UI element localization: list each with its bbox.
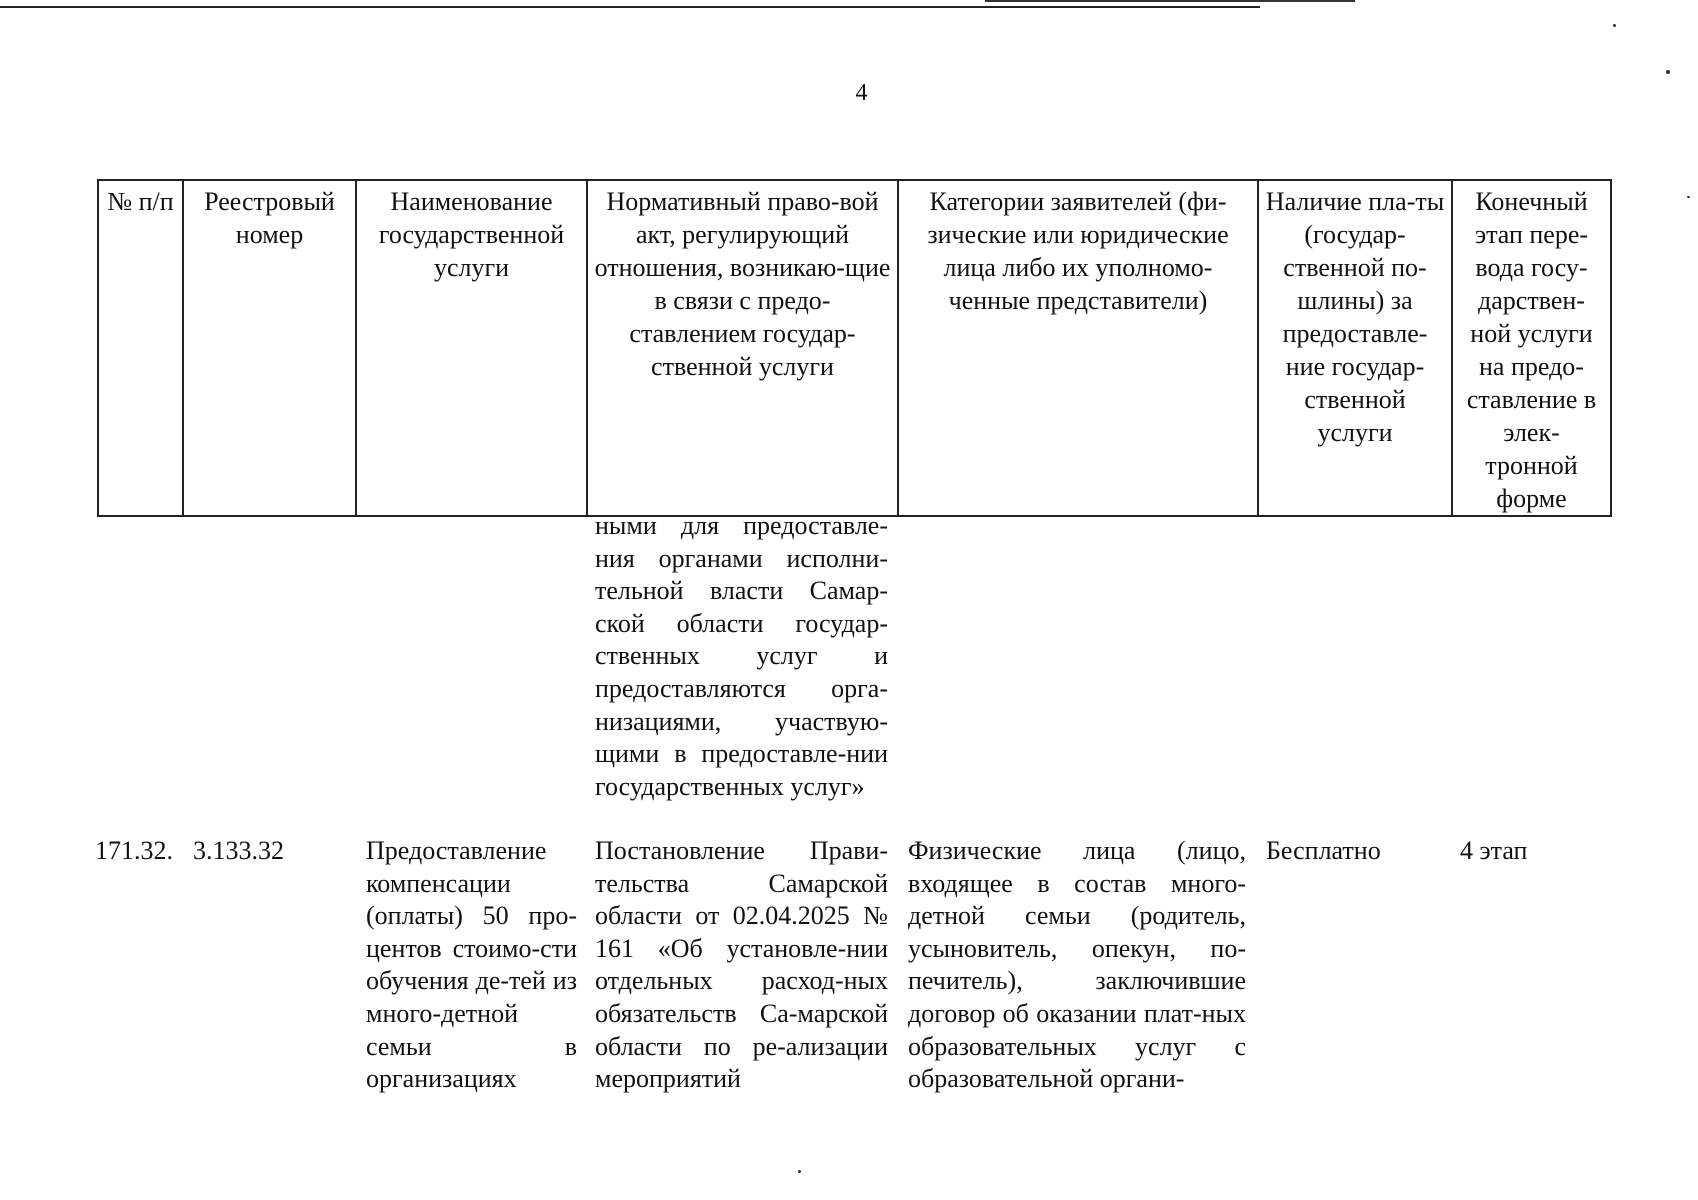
legal-act-continuation: ными для предоставле-ния органами исполни-тельной власти Самар-ской области государ-ственных услуг и предоставляются орга-низациями, участвую-щими в предоставле-нии государственных услуг» xyxy=(595,511,888,801)
row-final-stage: 4 этап xyxy=(1460,836,1528,865)
scan-speck xyxy=(1687,196,1690,198)
header-final-stage: Конечный этап пере-вода госу-дарствен-ной услуги на предо-ставление в элек-тронной форме xyxy=(1452,180,1611,516)
row-service-name: Предоставление компенсации (оплаты) 50 про-центов стоимо-сти обучения де-тей из много-детной семьи в организациях xyxy=(366,836,577,1094)
header-legal-act: Нормативный право-вой акт, регулирующий отношения, возникаю-щие в связи с предо-ставлением государ-ственной услуги xyxy=(587,180,898,516)
row-registry-number: 3.133.32 xyxy=(193,836,284,865)
scan-speck xyxy=(1666,70,1670,74)
scan-border-line xyxy=(0,6,1260,8)
header-number: № п/п xyxy=(98,180,183,516)
services-table-header xyxy=(97,179,1612,517)
header-service-name: Наименование государственной услуги xyxy=(356,180,587,516)
header-registry-number: Реестровый номер xyxy=(183,180,356,516)
row-legal-act: Постановление Прави-тельства Самарской области от 02.04.2025 № 161 «Об установле-нии отдельных расход-ных обязательств Са-марской области по ре-ализации мероприятий xyxy=(595,836,888,1094)
page-number: 4 xyxy=(855,80,868,106)
header-applicant-categories: Категории заявителей (фи-зические или юридические лица либо их уполномо-ченные представители) xyxy=(898,180,1258,516)
scan-speck xyxy=(798,1170,801,1173)
scan-speck xyxy=(1613,24,1616,27)
row-fee: Бесплатно xyxy=(1266,836,1381,865)
header-fee: Наличие пла-ты (государ-ственной по-шлины) за предоставле-ние государ-ственной услуги xyxy=(1258,180,1452,516)
row-applicants: Физические лица (лицо, входящее в состав много-детной семьи (родитель, усыновитель, опекун, по-печитель), заключившие договор об оказании плат-ных образовательных услуг с образовательной органи- xyxy=(908,836,1246,1094)
row-number: 171.32. xyxy=(95,836,173,865)
scan-border-line xyxy=(985,0,1355,2)
